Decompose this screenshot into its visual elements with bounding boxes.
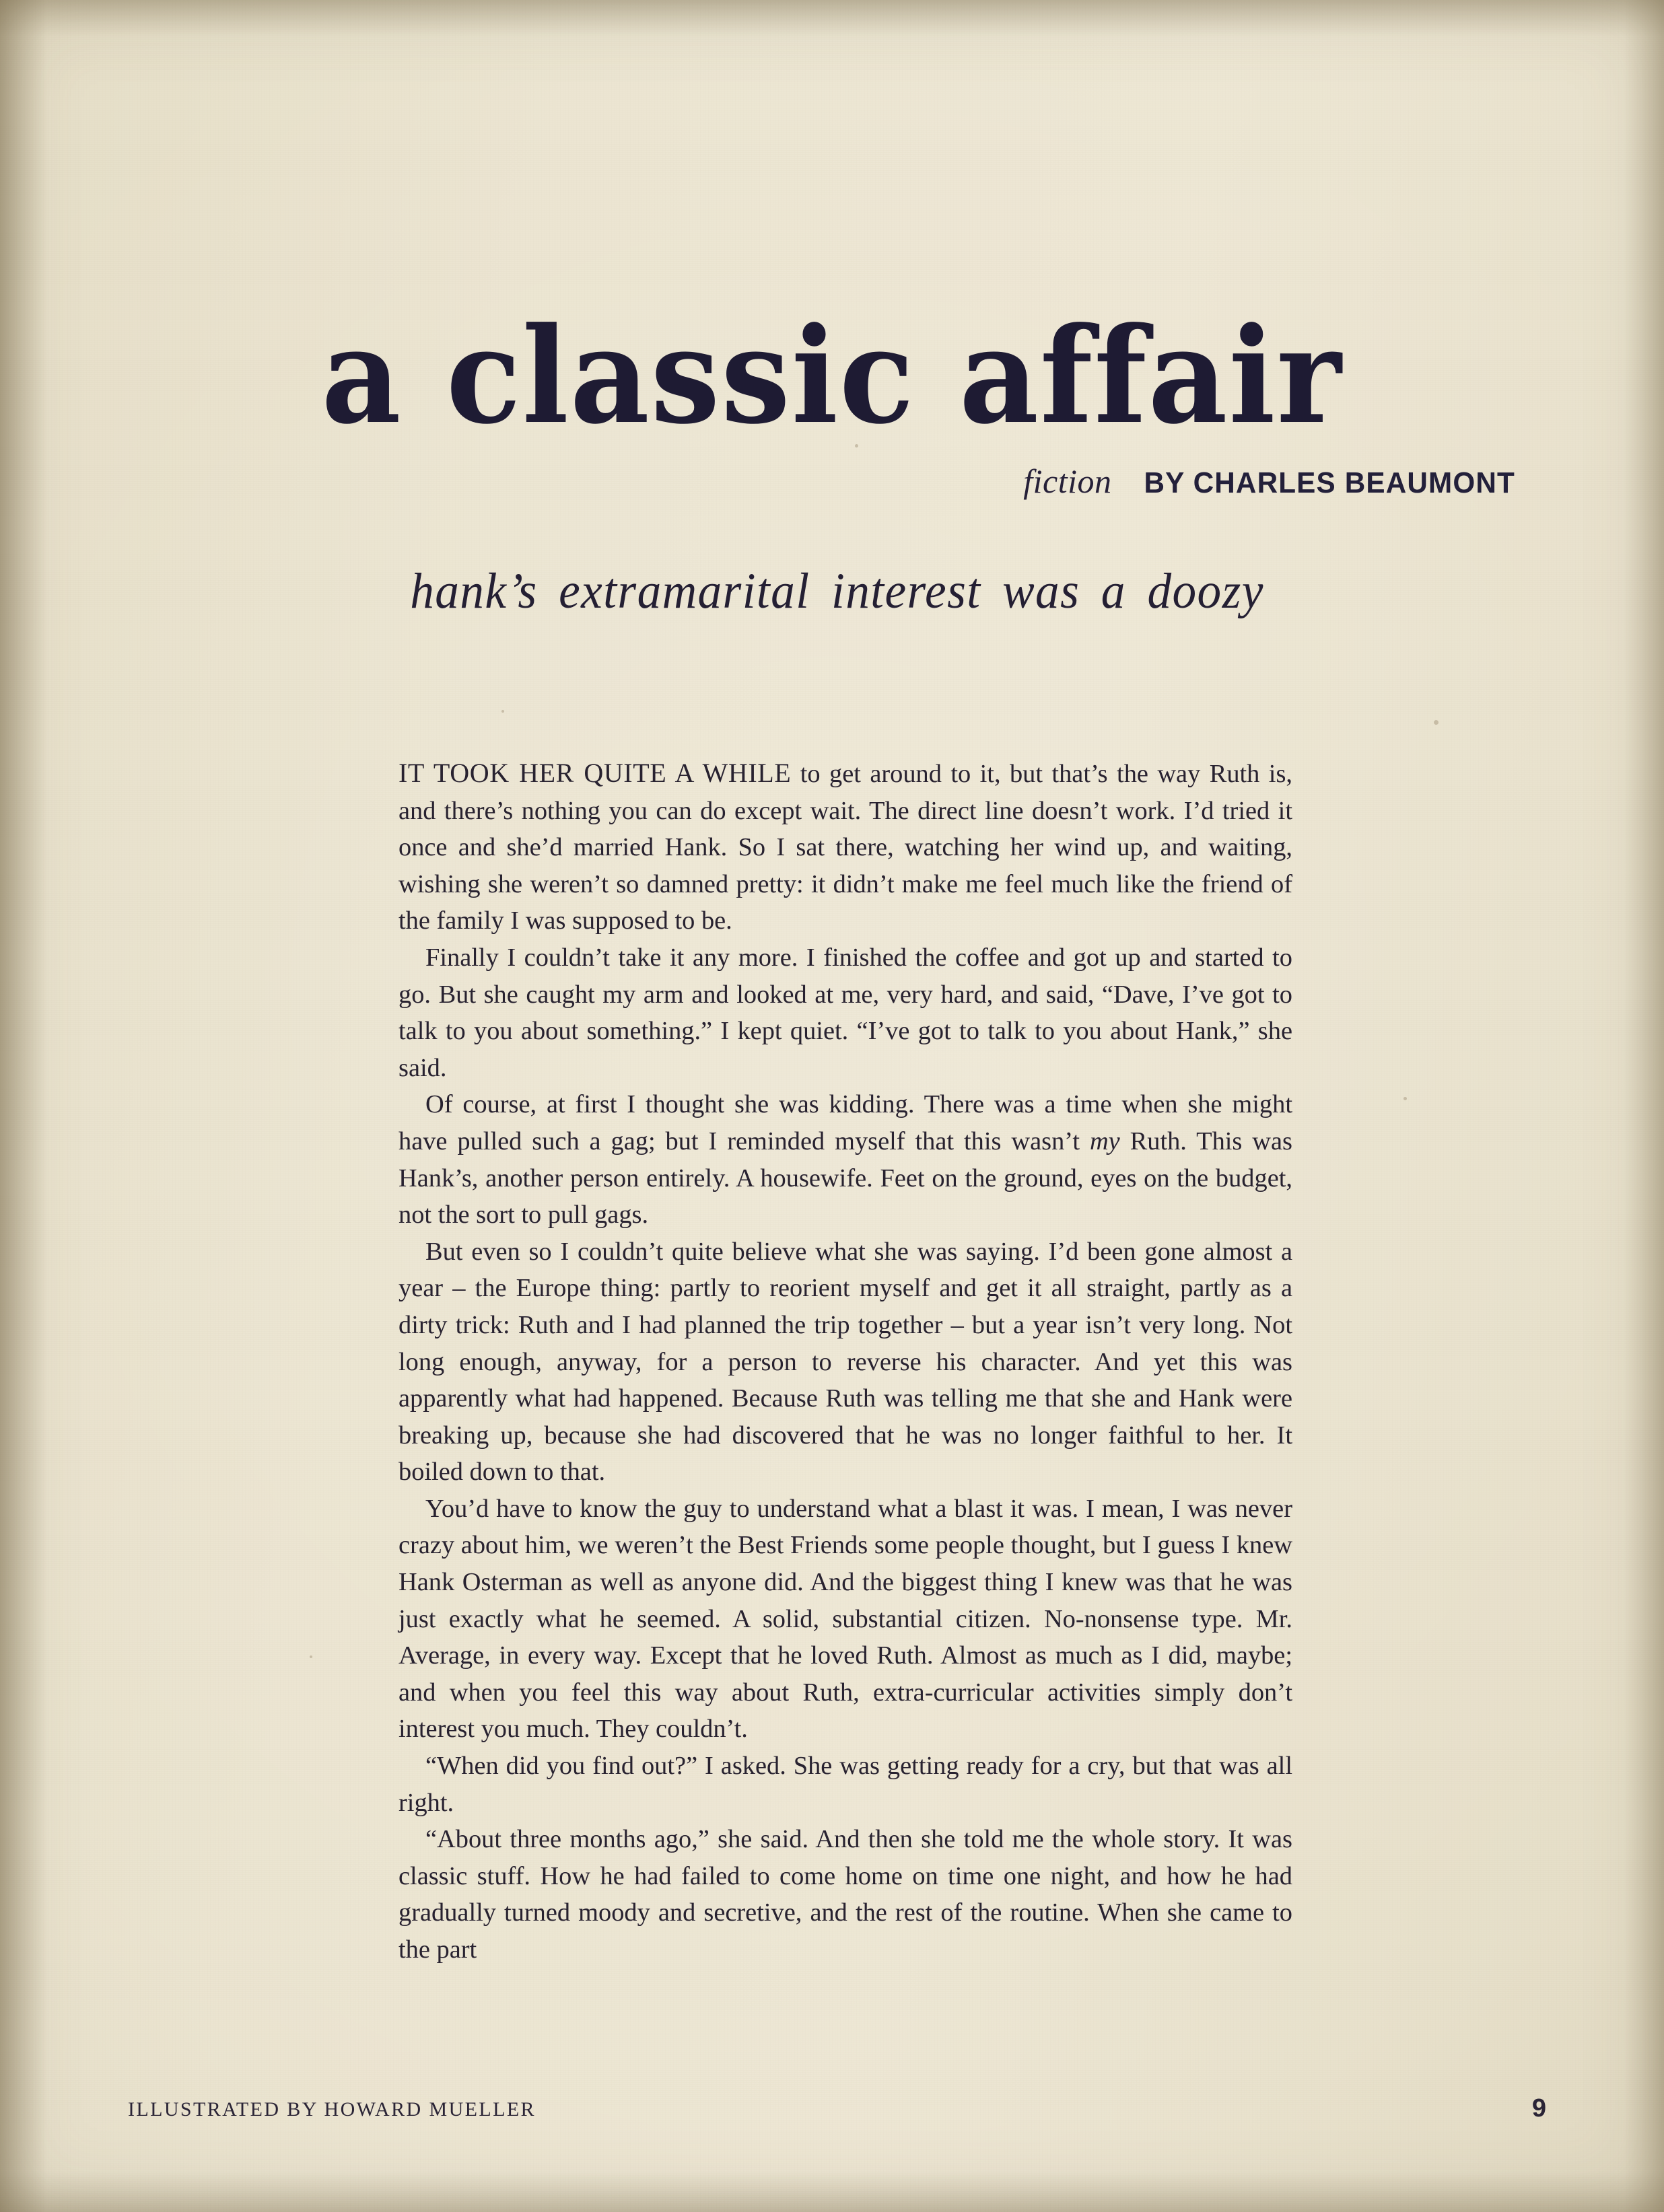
scan-speck (1434, 720, 1438, 725)
paragraph-text: “When did you find out?” I asked. She was getting ready for a cry, but that was all right. (398, 1752, 1292, 1817)
paragraph-text: Finally I couldn’t take it any more. I finished the coffee and got up and started to go. But she caught my arm and looked at me, very hard, and said, “Dave, I’ve got to talk to you about something.” I kept quiet. “I’ve got to talk to you about Hank,” she said. (398, 943, 1292, 1082)
dropcap-lead-in: IT TOOK HER QUITE A WHILE (398, 758, 792, 788)
body-paragraph (398, 939, 1292, 1086)
scan-speck (501, 710, 504, 713)
scan-speck (310, 1655, 312, 1658)
paragraph-text: Ruth. This was Hank’s, another person entirely. A housewife. Feet on the ground, eyes on the budget, not the sort to pull gags. (398, 1127, 1292, 1229)
illustration-credit: ILLUSTRATED BY HOWARD MUELLER (128, 2098, 536, 2120)
paragraph-text: to get around to it, but that’s the way Ruth is, and there’s nothing you can do except wait. The direct line doesn’t work. I’d tried it once and she’d married Hank. So I sat there, watching her wind up, and waiting, wishing she weren’t so damned pretty: it didn’t make me feel much like the friend of the family I was supposed to be. (398, 760, 1292, 935)
byline-kicker: fiction (1023, 462, 1112, 500)
scan-speck (1403, 1097, 1407, 1100)
paragraph-text: Of course, at first I thought she was kidding. There was a time when she might have pulled such a gag; but I reminded myself that this wasn’t (398, 1090, 1292, 1155)
body-paragraph (398, 1821, 1292, 1968)
body-paragraph (398, 1748, 1292, 1821)
scan-edge-top (0, 0, 1664, 37)
scan-edge-right (1624, 0, 1664, 2212)
byline (0, 462, 1523, 501)
body-paragraph (398, 755, 1292, 939)
body-column (398, 755, 1292, 1968)
body-paragraph (398, 1491, 1292, 1748)
article-deck: hank’s extramarital interest was a doozy (410, 563, 1264, 619)
page-number: 9 (1531, 2094, 1546, 2122)
paragraph-text: “About three months ago,” she said. And then she told me the whole story. It was classic stuff. How he had failed to come home on time one night, and how he had gradually turned moody and secretive, and the rest of the routine. When she came to the part (398, 1825, 1292, 1964)
scan-edge-bottom (0, 2172, 1664, 2212)
page-title: a classic affair (321, 299, 1343, 454)
paragraph-text: But even so I couldn’t quite believe what she was saying. I’d been gone almost a year – the Europe thing: partly to reorient myself and get it all straight, partly as a dirty trick: Ruth and I had planned the trip together – but a year isn’t very long. Not long enough, anyway, for a person to reverse his character. And yet this was apparently what had happened. Because Ruth was telling me that she and Hank were breaking up, because she had discovered that he was no longer faithful to her. It boiled down to that. (398, 1237, 1292, 1487)
byline-author: BY CHARLES BEAUMONT (1144, 466, 1515, 499)
body-paragraph (398, 1234, 1292, 1491)
body-paragraph (398, 1086, 1292, 1233)
scan-edge-left (0, 0, 47, 2212)
paragraph-text: You’d have to know the guy to understand what a blast it was. I mean, I was never crazy about him, we weren’t the Best Friends some people thought, but I guess I knew Hank Osterman as well as anyone did. And the biggest thing I knew was that he was just exactly what he seemed. A solid, substantial citizen. No-nonsense type. Mr. Average, in every way. Except that he loved Ruth. Almost as much as I did, maybe; and when you feel this way about Ruth, extra-curricular activities simply don’t interest you much. They couldn’t. (398, 1494, 1292, 1744)
emphasis-word: my (1089, 1127, 1120, 1155)
